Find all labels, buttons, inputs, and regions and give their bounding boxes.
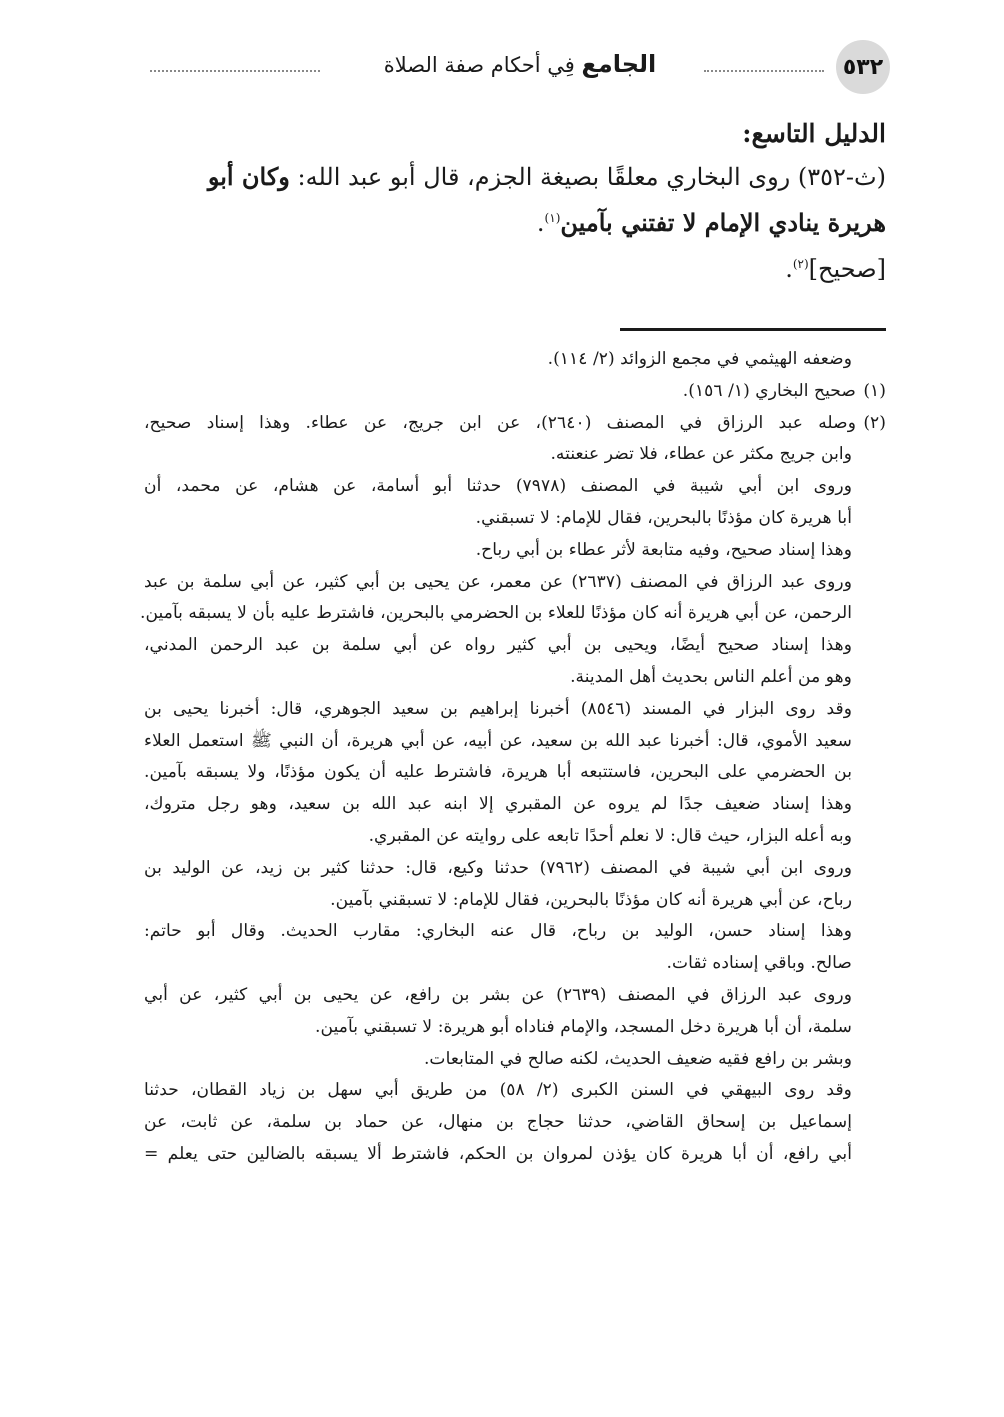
- footnote-text: وروى ابن أبي شيبة في المصنف (٧٩٧٨) حدثنا أبو أسامة، عن هشام، عن محمد، أن: [144, 476, 852, 497]
- section-title: الدليل التاسع:: [742, 119, 886, 148]
- footnote-line: [144, 1075, 886, 1107]
- line-text: .: [785, 255, 793, 283]
- line-text: .: [536, 209, 545, 237]
- footnote-text: وضعفه الهيثمي في مجمع الزوائد (٢/ ١١٤).: [547, 349, 852, 369]
- footnote-line: [144, 1044, 886, 1076]
- footnote-line: [144, 471, 886, 503]
- main-line-1: [146, 154, 886, 200]
- footnote-line: [144, 757, 886, 789]
- footnote-line: [140, 598, 886, 630]
- footnote-line: [144, 916, 886, 948]
- main-line-3: [146, 246, 886, 292]
- footnote-text: صحيح البخاري (١/ ١٥٦).: [682, 380, 856, 401]
- footnote-number: (١): [863, 380, 886, 401]
- footnote-line: [144, 853, 886, 885]
- footnote-text: وهذا إسناد صحيح أيضًا، ويحيى بن أبي كثير رواه عن أبي سلمة بن عبد الرحمن المدني،: [144, 635, 852, 656]
- page-header: [140, 40, 890, 104]
- footnote-line: [144, 503, 886, 535]
- footnote-line: [144, 948, 886, 980]
- footnote-line: [144, 980, 886, 1012]
- line-text: (ث-٣٥٢) روى البخاري معلقًا بصيغة الجزم، قال أبو عبد الله:: [289, 163, 886, 191]
- footnote-line: [144, 344, 886, 376]
- footnote-text: وبه أعله البزار، حيث قال: لا نعلم أحدًا تابعه على روايته عن المقبري.: [368, 825, 852, 846]
- header-dots-right: [704, 70, 824, 72]
- page-number: ٥٣٢: [836, 40, 890, 94]
- footnote-line: [144, 1107, 886, 1139]
- footnote-line: [144, 567, 886, 599]
- footnote-line: [144, 662, 886, 694]
- main-text: [146, 114, 886, 292]
- footnote-text: رباح، عن أبي هريرة أنه كان مؤذنًا بالبحرين، فقال للإمام: لا تسبقني بآمين.: [330, 889, 852, 910]
- footnote-number: (٢): [863, 412, 886, 433]
- footnote-text: سعيد الأموي، قال: أخبرنا عبد الله بن سعيد، عن أبيه، عن أبي هريرة، أن النبي ﷺ استعمل العلاء: [144, 730, 852, 751]
- line-bold: هريرة ينادي الإمام لا تفتني بآمين: [560, 208, 886, 237]
- line-text: [صحيح]: [808, 255, 886, 283]
- footnote-ref-1[interactable]: (١): [544, 211, 561, 225]
- footnote-line: [144, 376, 886, 408]
- running-title: [330, 50, 710, 78]
- footnote-text: وبشر بن رافع فقيه ضعيف الحديث، لكنه صالح في المتابعات.: [423, 1048, 852, 1069]
- footnote-text: بن الحضرمي على البحرين، فاستتبعه أبا هريرة، فاشترط عليه أن يكون مؤذنًا، ولا يسبقه بآمين.: [144, 762, 852, 783]
- footnotes: [140, 344, 886, 1171]
- footnote-line: [144, 694, 886, 726]
- footnote-text: وقد روى البزار في المسند (٨٥٤٦) أخبرنا إبراهيم بن سعيد الجوهري، قال: أخبرنا يحيى بن: [144, 698, 852, 719]
- footnote-text: وروى عبد الرزاق في المصنف (٢٦٣٧) عن معمر، عن يحيى بن أبي كثير، عن أبي سلمة بن عبد: [144, 571, 853, 592]
- footnote-line: [144, 821, 886, 853]
- footnote-text: وروى ابن أبي شيبة في المصنف (٧٩٦٢) حدثنا وكيع، قال: حدثنا كثير بن زيد، عن الوليد بن: [144, 857, 852, 878]
- footnote-text: وهذا إسناد حسن، الوليد بن رباح، قال عنه البخاري: مقارب الحديث. وقال أبو حاتم:: [144, 921, 852, 942]
- footnote-text: وهذا إسناد ضعيف جدًا لم يروه عن المقبري إلا ابنه عبد الله بن سعيد، وهو رجل متروك،: [144, 794, 852, 815]
- footnote-line: [144, 1012, 886, 1044]
- main-line-2: [146, 200, 886, 246]
- footnote-line: [144, 1139, 886, 1171]
- footnote-line: [144, 726, 886, 758]
- footnote-text: وهو من أعلم الناس بحديث أهل المدينة.: [570, 666, 852, 687]
- footnote-text: وروى عبد الرزاق في المصنف (٢٦٣٩) عن بشر بن رافع، عن يحيى بن أبي كثير، عن أبي: [144, 984, 852, 1005]
- footnote-line: [144, 408, 886, 440]
- footnote-text: سلمة، أن أبا هريرة دخل المسجد، والإمام فناداه أبو هريرة: لا تسبقني بآمين.: [315, 1016, 852, 1037]
- running-title-main: الجامع: [581, 50, 657, 78]
- footnote-line: [144, 885, 886, 917]
- footnote-text: صالح. وباقي إسناده ثقات.: [666, 953, 852, 974]
- footnote-separator: [620, 328, 886, 331]
- footnote-text: أبي رافع، أن أبا هريرة كان يؤذن لمروان بن الحكم، فاشترط ألا يسبقه بالضالين حتى يعلم =: [144, 1143, 852, 1164]
- footnote-line: [144, 789, 886, 821]
- footnote-text: وابن جريج مكثر عن عطاء، فلا تضر عنعنته.: [550, 444, 852, 465]
- footnote-ref-2[interactable]: (٢): [792, 257, 809, 271]
- footnote-text: وصله عبد الرزاق في المصنف (٢٦٤٠)، عن ابن جريج، عن عطاء. وهذا إسناد صحيح،: [144, 412, 856, 433]
- footnote-text: وقد روى البيهقي في السنن الكبرى (٢/ ٥٨) من طريق أبي سهل بن زياد القطان، حدثنا: [144, 1080, 852, 1101]
- footnote-line: [144, 630, 886, 662]
- footnote-line: [144, 535, 886, 567]
- footnote-text: وهذا إسناد صحيح، وفيه متابعة لأثر عطاء بن أبي رباح.: [475, 539, 852, 560]
- header-dots-left: [150, 70, 320, 72]
- footnote-text: الرحمن، عن أبي هريرة أنه كان مؤذنًا للعلاء بن الحضرمي بالبحرين، فاشترط عليه بأن لا يسبقه بآمين.: [140, 603, 852, 624]
- footnote-line: [144, 439, 886, 471]
- running-title-rest: فِي أحكام صفة الصلاة: [383, 53, 575, 77]
- footnote-text: إسماعيل بن إسحاق القاضي، حدثنا حجاج بن منهال، عن حماد بن سلمة، عن ثابت، عن: [144, 1112, 852, 1133]
- footnote-text: أبا هريرة كان مؤذنًا بالبحرين، فقال للإمام: لا تسبقني.: [475, 507, 852, 528]
- line-bold: وكان أبو: [207, 162, 290, 191]
